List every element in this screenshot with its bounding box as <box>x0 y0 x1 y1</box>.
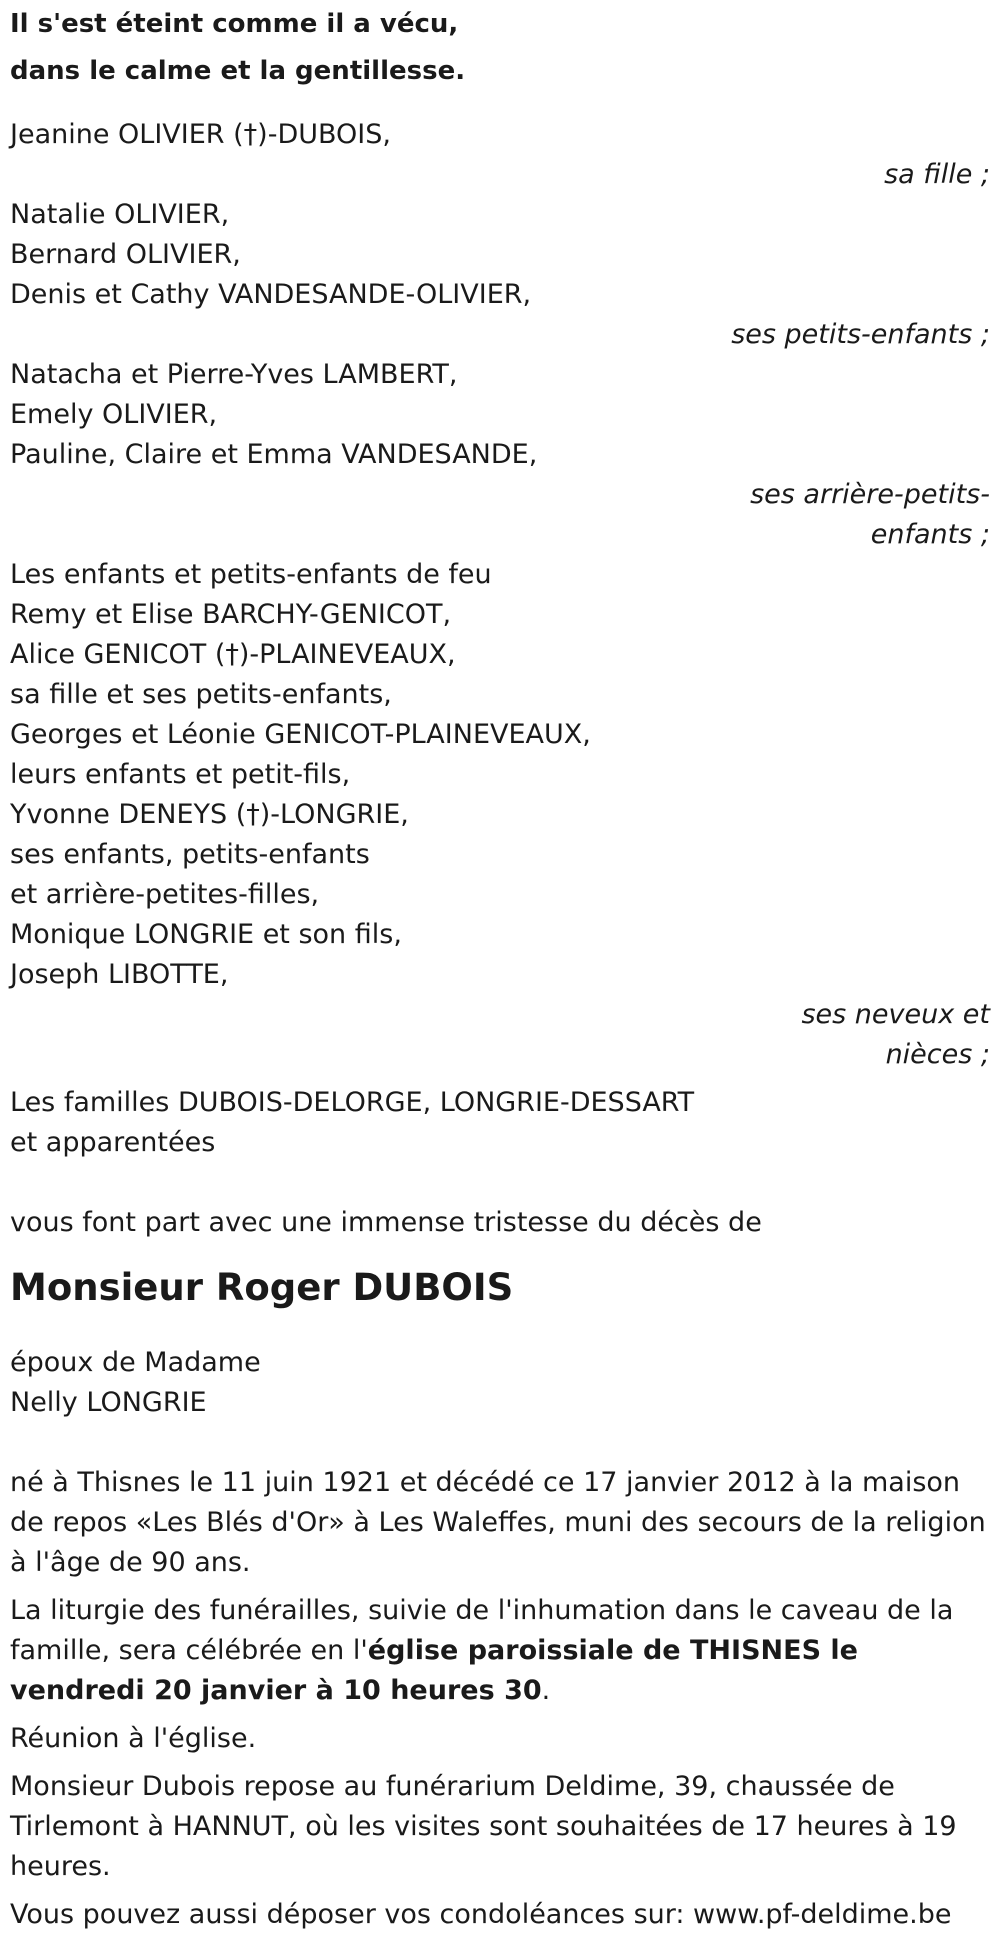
spouse-line-2: Nelly LONGRIE <box>10 1387 207 1418</box>
relation-line: ses petits-enfants ; <box>731 319 990 350</box>
relation-line: ses neveux et <box>801 999 990 1030</box>
epitaph <box>10 1 1000 95</box>
family-name-line: Georges et Léonie GENICOT-PLAINEVEAUX, <box>10 719 591 750</box>
family-name-line: Remy et Elise BARCHY-GENICOT, <box>10 599 452 630</box>
family-group-grandchildren <box>10 195 990 355</box>
spouse-line-1: époux de Madame <box>10 1347 261 1378</box>
family-name-line: Pauline, Claire et Emma VANDESANDE, <box>10 439 538 470</box>
spouse-info <box>10 1343 990 1423</box>
meeting-paragraph: Réunion à l'église. <box>10 1723 257 1754</box>
family-name-line: Natacha et Pierre-Yves LAMBERT, <box>10 359 458 390</box>
rest-paragraph: Monsieur Dubois repose au funérarium Deldime, 39, chaussée de Tirlemont à HANNUT, où les visites sont souhaitées de 17 heures à 19 heures. <box>10 1771 957 1882</box>
funeral-end: . <box>541 1675 551 1706</box>
families-line-1: Les familles DUBOIS-DELORGE, LONGRIE-DESSART <box>10 1087 695 1118</box>
relation-label <box>10 475 990 555</box>
family-name-line: leurs enfants et petit-fils, <box>10 759 351 790</box>
family-name-line: Bernard OLIVIER, <box>10 239 241 270</box>
relation-line: nièces ; <box>885 1039 990 1070</box>
families-line-2: et apparentées <box>10 1127 216 1158</box>
epitaph-line-2: dans le calme et la gentillesse. <box>10 56 466 86</box>
relation-line: ses arrière-petits- <box>750 479 990 510</box>
funeral-location-time: église paroissiale de THISNES le vendredi 20 janvier à 10 heures 30 <box>10 1635 858 1706</box>
family-name-line: Yvonne DENEYS (†)-LONGRIE, <box>10 799 409 830</box>
relation-line: sa fille ; <box>884 159 990 190</box>
family-group-daughter <box>10 115 990 195</box>
epitaph-line-1: Il s'est éteint comme il a vécu, <box>10 9 459 39</box>
condolences-paragraph: Vous pouvez aussi déposer vos condoléances sur: www.pf-deldime.be <box>10 1899 952 1930</box>
relation-label <box>10 315 990 355</box>
family-name-line: et arrière-petites-filles, <box>10 879 320 910</box>
obituary-page <box>0 1 1000 1935</box>
funeral-intro: La liturgie des funérailles, suivie de l'inhumation dans le caveau de la famille, sera célébrée en l' <box>10 1595 954 1666</box>
relation-line: enfants ; <box>870 519 990 550</box>
family-group-nephews-nieces <box>10 555 990 1075</box>
family-name-line: Denis et Cathy VANDESANDE-OLIVIER, <box>10 279 532 310</box>
birth-death-paragraph: né à Thisnes le 11 juin 1921 et décédé ce 17 janvier 2012 à la maison de repos «Les Blés d'Or» à Les Waleffes, muni des secours de la religion à l'âge de 90 ans. <box>10 1467 986 1578</box>
relation-label <box>10 995 990 1075</box>
family-name-line: Alice GENICOT (†)-PLAINEVEAUX, <box>10 639 456 670</box>
family-name-line: Les enfants et petits-enfants de feu <box>10 559 492 590</box>
family-name-line: Monique LONGRIE et son fils, <box>10 919 402 950</box>
family-name-line: sa fille et ses petits-enfants, <box>10 679 392 710</box>
family-name-line: Natalie OLIVIER, <box>10 199 230 230</box>
family-name-line: Emely OLIVIER, <box>10 399 218 430</box>
extended-families <box>10 1083 990 1163</box>
funeral-paragraph <box>10 1591 990 1711</box>
relation-label <box>10 155 990 195</box>
family-name-line: Jeanine OLIVIER (†)-DUBOIS, <box>10 119 391 150</box>
family-group-great-grandchildren <box>10 355 990 555</box>
deceased-name: Monsieur Roger DUBOIS <box>10 1266 514 1309</box>
family-name-line: Joseph LIBOTTE, <box>10 959 229 990</box>
family-name-line: ses enfants, petits-enfants <box>10 839 370 870</box>
announcement-text: vous font part avec une immense tristesse du décès de <box>10 1207 762 1238</box>
